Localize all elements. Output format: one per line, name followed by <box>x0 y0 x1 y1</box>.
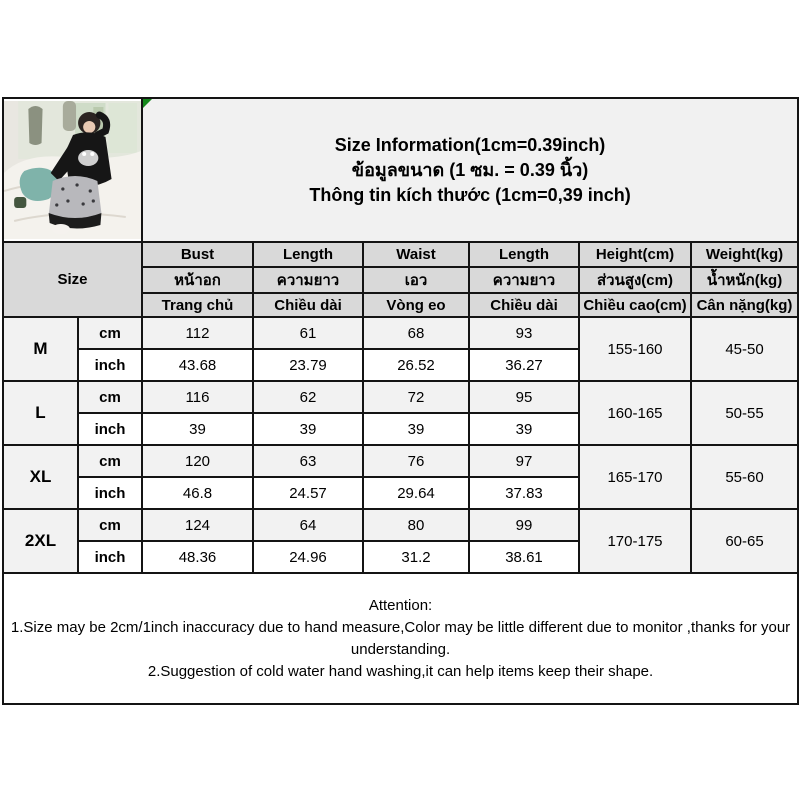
size-header-cell: Size <box>3 242 142 317</box>
xl-weight-range: 55-60 <box>691 445 798 509</box>
attention-note <box>3 573 798 704</box>
l-length-cm: 62 <box>253 381 363 413</box>
size-row-m-label: M <box>3 317 78 381</box>
col-header-length2-th: ความยาว <box>469 267 579 293</box>
unit-cm-label: cm <box>78 509 142 541</box>
xl-length2-cm: 97 <box>469 445 579 477</box>
xl-bust-cm: 120 <box>142 445 253 477</box>
2xl-waist-inch: 31.2 <box>363 541 469 573</box>
attention-title: Attention: <box>368 596 433 614</box>
cell-comment-marker-icon <box>143 99 152 108</box>
title-vietnamese: Thông tin kích thước (1cm=0,39 inch) <box>309 184 631 205</box>
m-length-inch: 23.79 <box>253 349 363 381</box>
unit-inch-label: inch <box>78 477 142 509</box>
l-height-range: 160-165 <box>579 381 691 445</box>
unit-inch-label: inch <box>78 541 142 573</box>
m-waist-cm: 68 <box>363 317 469 349</box>
title-english: Size Information(1cm=0.39inch) <box>334 134 606 155</box>
xl-waist-cm: 76 <box>363 445 469 477</box>
unit-cm-label: cm <box>78 317 142 349</box>
l-waist-inch: 39 <box>363 413 469 445</box>
2xl-length2-cm: 99 <box>469 509 579 541</box>
m-length2-inch: 36.27 <box>469 349 579 381</box>
m-bust-inch: 43.68 <box>142 349 253 381</box>
m-waist-inch: 26.52 <box>363 349 469 381</box>
col-header-waist-vi: Vòng eo <box>363 293 469 317</box>
col-header-waist-th: เอว <box>363 267 469 293</box>
m-height-range: 155-160 <box>579 317 691 381</box>
col-header-bust-vi: Trang chủ <box>142 293 253 317</box>
2xl-bust-inch: 48.36 <box>142 541 253 573</box>
2xl-length2-inch: 38.61 <box>469 541 579 573</box>
col-header-waist-en: Waist <box>363 242 469 267</box>
l-weight-range: 50-55 <box>691 381 798 445</box>
l-waist-cm: 72 <box>363 381 469 413</box>
title-thai: ข้อมูลขนาด (1 ซม. = 0.39 นิ้ว) <box>351 159 589 180</box>
col-header-height-vi: Chiều cao(cm) <box>579 293 691 317</box>
col-header-weight-th: น้ำหนัก(kg) <box>691 267 798 293</box>
l-bust-cm: 116 <box>142 381 253 413</box>
2xl-length-cm: 64 <box>253 509 363 541</box>
2xl-length-inch: 24.96 <box>253 541 363 573</box>
col-header-height-th: ส่วนสูง(cm) <box>579 267 691 293</box>
col-header-length2-en: Length <box>469 242 579 267</box>
m-length-cm: 61 <box>253 317 363 349</box>
l-length-inch: 39 <box>253 413 363 445</box>
size-row-2xl-label: 2XL <box>3 509 78 573</box>
2xl-weight-range: 60-65 <box>691 509 798 573</box>
2xl-height-range: 170-175 <box>579 509 691 573</box>
col-header-length-th: ความยาว <box>253 267 363 293</box>
m-length2-cm: 93 <box>469 317 579 349</box>
l-length2-inch: 39 <box>469 413 579 445</box>
title-cell <box>142 98 798 242</box>
2xl-waist-cm: 80 <box>363 509 469 541</box>
xl-waist-inch: 29.64 <box>363 477 469 509</box>
xl-length2-inch: 37.83 <box>469 477 579 509</box>
col-header-length-en: Length <box>253 242 363 267</box>
col-header-length-vi: Chiều dài <box>253 293 363 317</box>
m-weight-range: 45-50 <box>691 317 798 381</box>
col-header-weight-vi: Cân nặng(kg) <box>691 293 798 317</box>
col-header-bust-th: หน้าอก <box>142 267 253 293</box>
xl-height-range: 165-170 <box>579 445 691 509</box>
xl-bust-inch: 46.8 <box>142 477 253 509</box>
product-photo <box>4 101 141 239</box>
size-chart-table <box>2 97 799 705</box>
col-header-length2-vi: Chiều dài <box>469 293 579 317</box>
unit-cm-label: cm <box>78 445 142 477</box>
col-header-height-en: Height(cm) <box>579 242 691 267</box>
xl-length-inch: 24.57 <box>253 477 363 509</box>
l-length2-cm: 95 <box>469 381 579 413</box>
attention-line-1: 1.Size may be 2cm/1inch inaccuracy due to hand measure,Color may be little different due to monitor ,thanks for your understanding. <box>10 618 791 658</box>
size-row-l-label: L <box>3 381 78 445</box>
unit-inch-label: inch <box>78 349 142 381</box>
product-photo-cell <box>3 98 142 242</box>
size-row-xl-label: XL <box>3 445 78 509</box>
xl-length-cm: 63 <box>253 445 363 477</box>
col-header-weight-en: Weight(kg) <box>691 242 798 267</box>
unit-cm-label: cm <box>78 381 142 413</box>
attention-line-2: 2.Suggestion of cold water hand washing,it can help items keep their shape. <box>147 662 654 680</box>
m-bust-cm: 112 <box>142 317 253 349</box>
col-header-bust-en: Bust <box>142 242 253 267</box>
l-bust-inch: 39 <box>142 413 253 445</box>
2xl-bust-cm: 124 <box>142 509 253 541</box>
unit-inch-label: inch <box>78 413 142 445</box>
